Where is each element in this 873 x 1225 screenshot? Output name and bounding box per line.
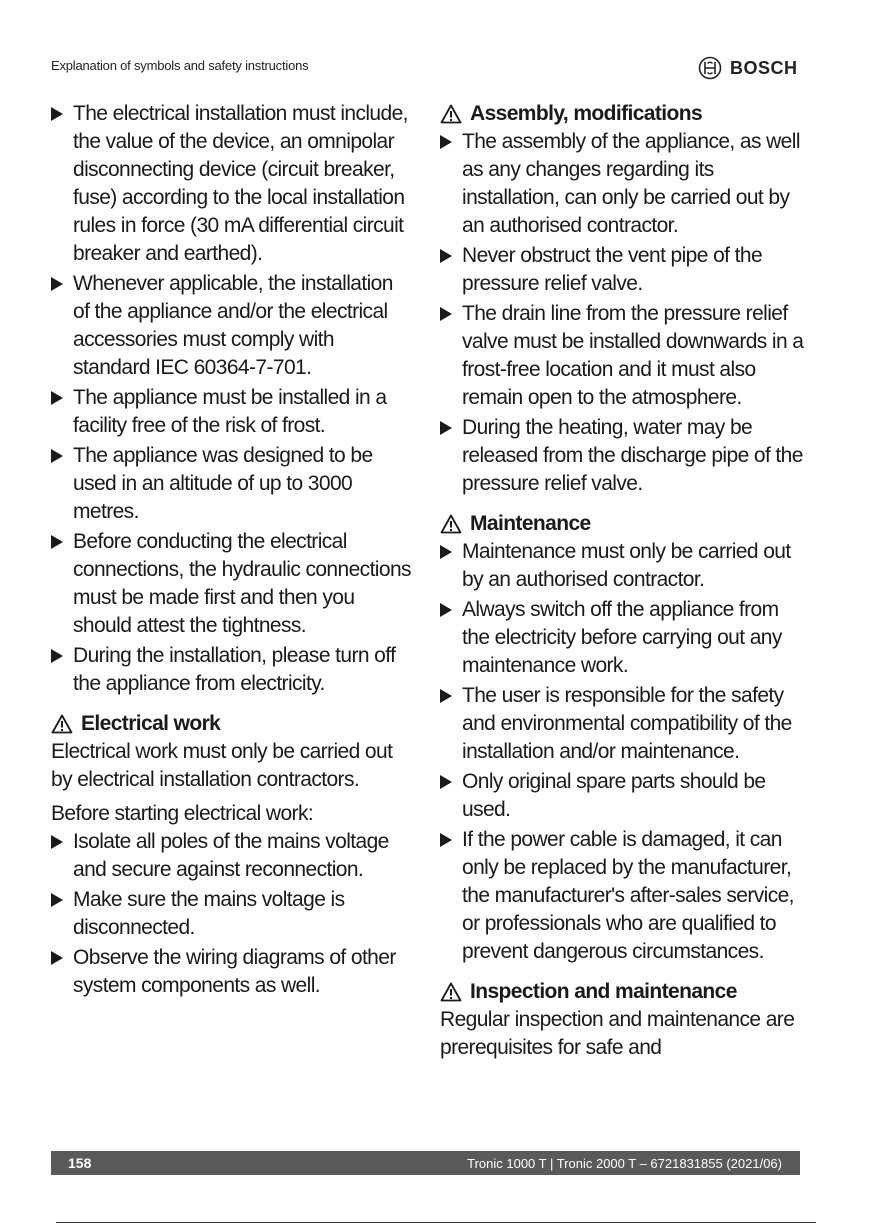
list-item-text: Never obstruct the vent pipe of the pressure relief valve.: [462, 244, 763, 295]
list-item: [51, 100, 413, 268]
bullet-arrow-icon: [440, 307, 452, 321]
list-item: [51, 642, 413, 698]
left-column: [51, 100, 413, 1002]
right-column: [440, 100, 805, 1062]
warning-triangle-icon: [440, 104, 462, 124]
bullet-arrow-icon: [51, 277, 63, 291]
list-item-text: The drain line from the pressure relief valve must be installed downwards in a frost-free location and it must also remain open to the atmosphere.: [462, 302, 804, 409]
bullet-arrow-icon: [440, 135, 452, 149]
list-item: [440, 414, 805, 498]
paragraph: Before starting electrical work:: [51, 802, 314, 825]
warning-triangle-icon: [51, 714, 73, 734]
list-item-text: Make sure the mains voltage is disconnected.: [73, 888, 345, 939]
bullet-arrow-icon: [51, 951, 63, 965]
paragraph: Electrical work must only be carried out by electrical installation contractors.: [51, 740, 393, 791]
list-item: [440, 826, 805, 966]
list-item: [51, 528, 413, 640]
bullet-arrow-icon: [440, 603, 452, 617]
list-item: [51, 944, 413, 1000]
list-item: [51, 442, 413, 526]
section-heading-text: Assembly, modifications: [470, 102, 703, 125]
document-id: Tronic 1000 T | Tronic 2000 T – 6721831855 (2021/06): [467, 1155, 782, 1171]
list-item: [440, 242, 805, 298]
bullet-arrow-icon: [440, 689, 452, 703]
bullet-arrow-icon: [51, 107, 63, 121]
bullet-arrow-icon: [51, 449, 63, 463]
list-item-text: During the heating, water may be released from the discharge pipe of the pressure relief valve.: [462, 416, 803, 495]
list-item-text: Only original spare parts should be used.: [462, 770, 766, 821]
bottom-divider: [56, 1222, 816, 1223]
list-item-text: Before conducting the electrical connections, the hydraulic connections must be made first and then you should attest the tightness.: [73, 530, 411, 637]
list-item-text: During the installation, please turn off the appliance from electricity.: [73, 644, 396, 695]
section-heading-assembly: [440, 100, 805, 128]
section-heading-text: Maintenance: [470, 512, 591, 535]
list-item-text: The electrical installation must include, the value of the device, an omnipolar disconnecting device (circuit breaker, fuse) according to the local installation rules in force (30 mA differential circuit breaker and earthed).: [73, 102, 408, 265]
bullet-arrow-icon: [51, 835, 63, 849]
footer-bar: [51, 1151, 800, 1175]
bullet-arrow-icon: [51, 649, 63, 663]
warning-triangle-icon: [440, 514, 462, 534]
bullet-arrow-icon: [51, 535, 63, 549]
list-item-text: Isolate all poles of the mains voltage and secure against reconnection.: [73, 830, 389, 881]
list-item-text: Whenever applicable, the installation of the appliance and/or the electrical accessories must comply with standard IEC 60364-7-701.: [73, 272, 393, 379]
bullet-arrow-icon: [440, 775, 452, 789]
list-item-text: If the power cable is damaged, it can only be replaced by the manufacturer, the manufacturer's after-sales service, or professionals who are qualified to prevent dangerous circumstances.: [462, 828, 794, 963]
bosch-armature-icon: [698, 56, 722, 80]
warning-triangle-icon: [440, 982, 462, 1002]
list-item-text: Always switch off the appliance from the electricity before carrying out any maintenance work.: [462, 598, 782, 677]
section-heading-text: Electrical work: [81, 712, 221, 735]
page-number: 158: [68, 1155, 92, 1171]
list-item-text: Observe the wiring diagrams of other system components as well.: [73, 946, 396, 997]
section-heading-maintenance: [440, 510, 805, 538]
list-item: [440, 682, 805, 766]
bullet-arrow-icon: [440, 249, 452, 263]
list-item: [440, 538, 805, 594]
section-heading-electrical-work: [51, 710, 413, 738]
paragraph: Regular inspection and maintenance are prerequisites for safe and: [440, 1008, 795, 1059]
list-item: [51, 270, 413, 382]
list-item: [440, 128, 805, 240]
bosch-logo: [698, 56, 798, 80]
bullet-arrow-icon: [51, 391, 63, 405]
list-item: [440, 768, 805, 824]
list-item-text: The appliance must be installed in a facility free of the risk of frost.: [73, 386, 387, 437]
section-heading-text: Inspection and maintenance: [470, 980, 737, 1003]
list-item-text: The assembly of the appliance, as well as any changes regarding its installation, can only be carried out by an authorised contractor.: [462, 130, 800, 237]
bullet-arrow-icon: [440, 833, 452, 847]
section-heading-inspection: [440, 978, 805, 1006]
bullet-arrow-icon: [440, 545, 452, 559]
brand-name: BOSCH: [730, 57, 798, 78]
list-item: [51, 384, 413, 440]
list-item-text: The user is responsible for the safety and environmental compatibility of the installation and/or maintenance.: [462, 684, 792, 763]
bullet-arrow-icon: [51, 893, 63, 907]
bullet-arrow-icon: [440, 421, 452, 435]
list-item-text: Maintenance must only be carried out by an authorised contractor.: [462, 540, 791, 591]
list-item-text: The appliance was designed to be used in an altitude of up to 3000 metres.: [73, 444, 373, 523]
list-item: [440, 596, 805, 680]
running-header: Explanation of symbols and safety instructions: [51, 58, 309, 73]
list-item: [440, 300, 805, 412]
list-item: [51, 886, 413, 942]
list-item: [51, 828, 413, 884]
